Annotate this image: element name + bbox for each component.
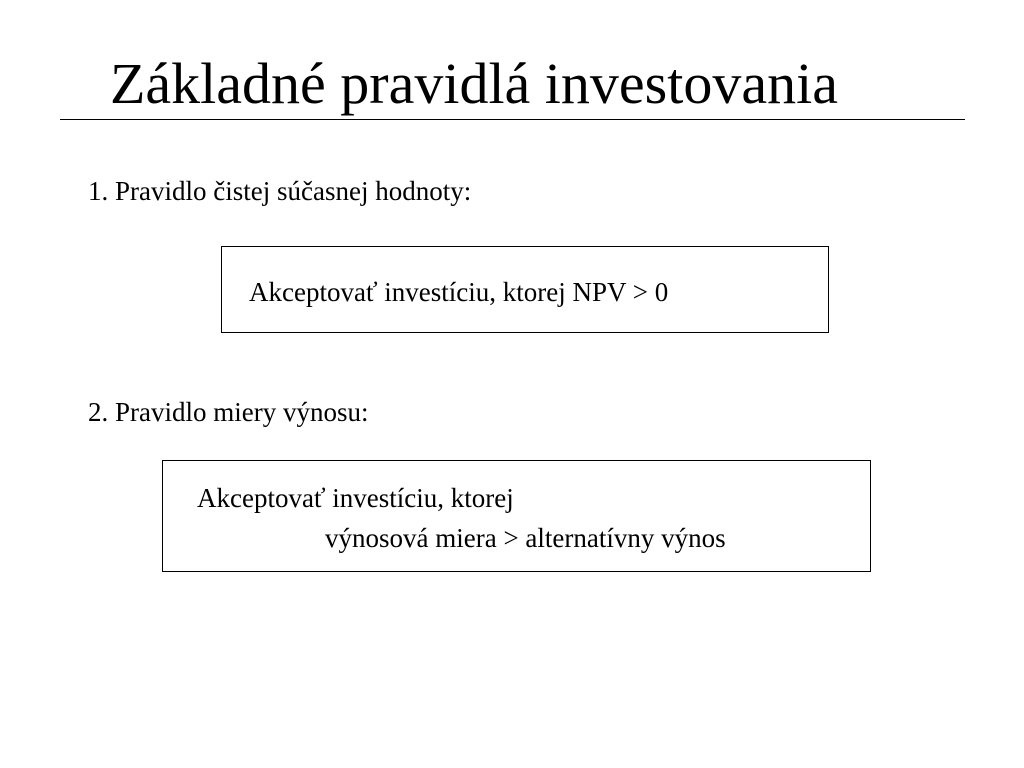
rule-2-box (162, 460, 871, 572)
slide-title: Základné pravidlá investovania (110, 51, 838, 116)
rule-1-heading: 1. Pravidlo čistej súčasnej hodnoty: (88, 176, 472, 206)
rule-2-box-text-line-2: výnosová miera > alternatívny výnos (325, 523, 726, 553)
rule-1-box-text: Akceptovať investíciu, ktorej NPV > 0 (249, 277, 669, 307)
rule-1-box (221, 246, 829, 333)
rule-2-box-text-line-1: Akceptovať investíciu, ktorej (197, 483, 514, 513)
title-underline (60, 119, 965, 120)
rule-2-heading: 2. Pravidlo miery výnosu: (88, 397, 369, 427)
